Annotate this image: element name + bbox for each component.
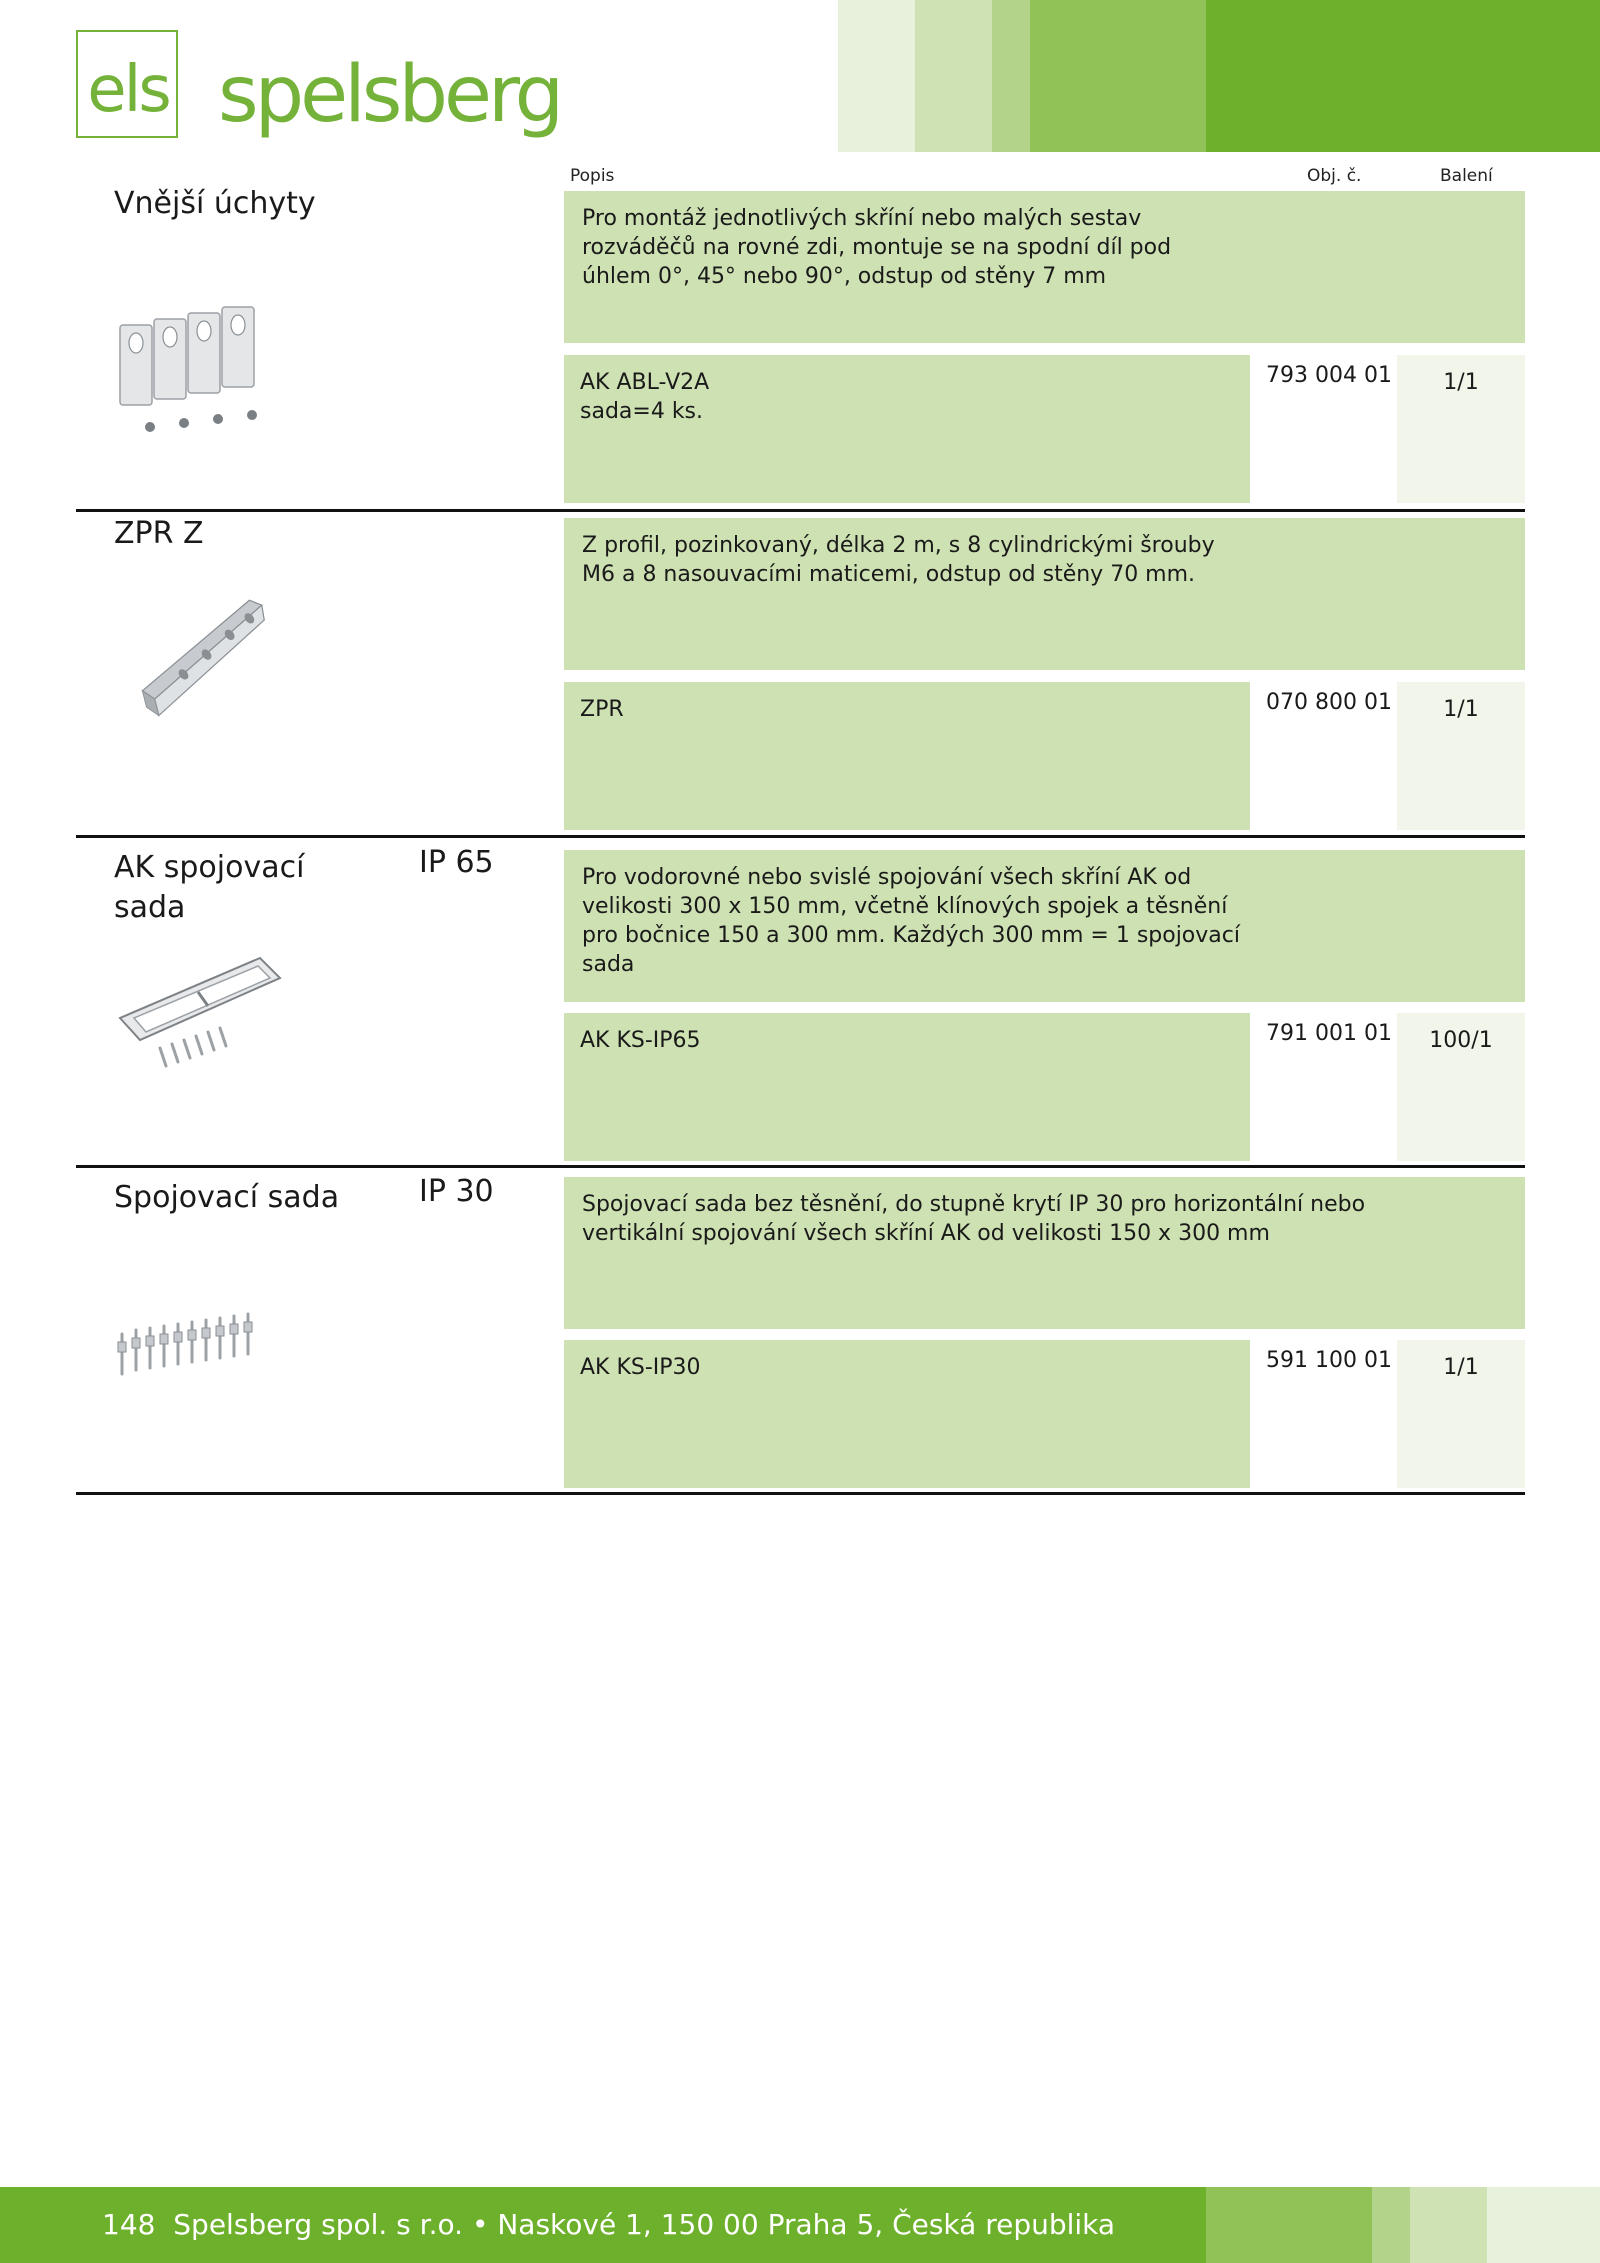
header-bar-1 [838, 0, 915, 152]
order-number: 793 004 01 [1266, 363, 1392, 388]
order-number: 070 800 01 [1266, 690, 1392, 715]
product-name: AK KS-IP30 [564, 1340, 1250, 1488]
packaging: 100/1 [1397, 1013, 1525, 1161]
header-bar-3 [992, 0, 1030, 152]
product-title: Vnější úchyty [114, 186, 316, 221]
z-profile-image [110, 592, 290, 732]
product-name: ZPR [564, 682, 1250, 830]
footer-bar-2 [1206, 2187, 1372, 2263]
product-description: Pro vodorovné nebo svislé spojování všech skříní AK od velikosti 300 x 150 mm, včetně klínových spojek a těsnění pro bočnice 150 a 300 mm. Každých 300 mm = 1 spojovací sada [564, 850, 1525, 1002]
section-divider [76, 1165, 1525, 1168]
ip-rating: IP 30 [419, 1174, 494, 1209]
footer-company: Spelsberg spol. s r.o. • Naskové 1, 150 00 Praha 5, Česká republika [173, 2208, 1116, 2241]
column-header-description: Popis [570, 166, 615, 186]
ip-rating: IP 65 [419, 845, 494, 880]
product-title: AK spojovací sada [114, 850, 305, 925]
ak-joining-kit-image [110, 948, 290, 1088]
packaging: 1/1 [1397, 1340, 1525, 1488]
column-header-order-number: Obj. č. [1307, 166, 1362, 186]
product-name: AK ABL-V2A sada=4 ks. [564, 355, 1250, 503]
section-divider [76, 1492, 1525, 1495]
header-bar-4 [1030, 0, 1206, 152]
footer-bar-4 [1410, 2187, 1487, 2263]
joining-kit-image [110, 1284, 290, 1424]
product-title: ZPR Z [114, 516, 204, 551]
wall-bracket-image [110, 305, 290, 445]
header-bar-5 [1206, 0, 1600, 152]
product-title: Spojovací sada [114, 1180, 340, 1215]
footer-bar-3 [1372, 2187, 1410, 2263]
footer-text [102, 2207, 1115, 2243]
footer-bar-5 [1487, 2187, 1600, 2263]
header-bar-2 [915, 0, 992, 152]
order-number: 791 001 01 [1266, 1021, 1392, 1046]
logo-mark: els [87, 53, 169, 127]
product-name: AK KS-IP65 [564, 1013, 1250, 1161]
logo-wordmark: spelsberg [218, 50, 561, 140]
column-header-packaging: Balení [1440, 166, 1493, 186]
page-number: 148 [102, 2208, 156, 2241]
product-description: Spojovací sada bez těsnění, do stupně krytí IP 30 pro horizontální nebo vertikální spojování všech skříní AK od velikosti 150 x 300 mm [564, 1177, 1525, 1329]
packaging: 1/1 [1397, 355, 1525, 503]
section-divider [76, 835, 1525, 838]
product-description: Pro montáž jednotlivých skříní nebo malých sestav rozváděčů na rovné zdi, montuje se na spodní díl pod úhlem 0°, 45° nebo 90°, odstup od stěny 7 mm [564, 191, 1525, 343]
order-number: 591 100 01 [1266, 1348, 1392, 1373]
packaging: 1/1 [1397, 682, 1525, 830]
section-divider [76, 509, 1525, 512]
product-description: Z profil, pozinkovaný, délka 2 m, s 8 cylindrickými šrouby M6 a 8 nasouvacími maticemi, odstup od stěny 70 mm. [564, 518, 1525, 670]
